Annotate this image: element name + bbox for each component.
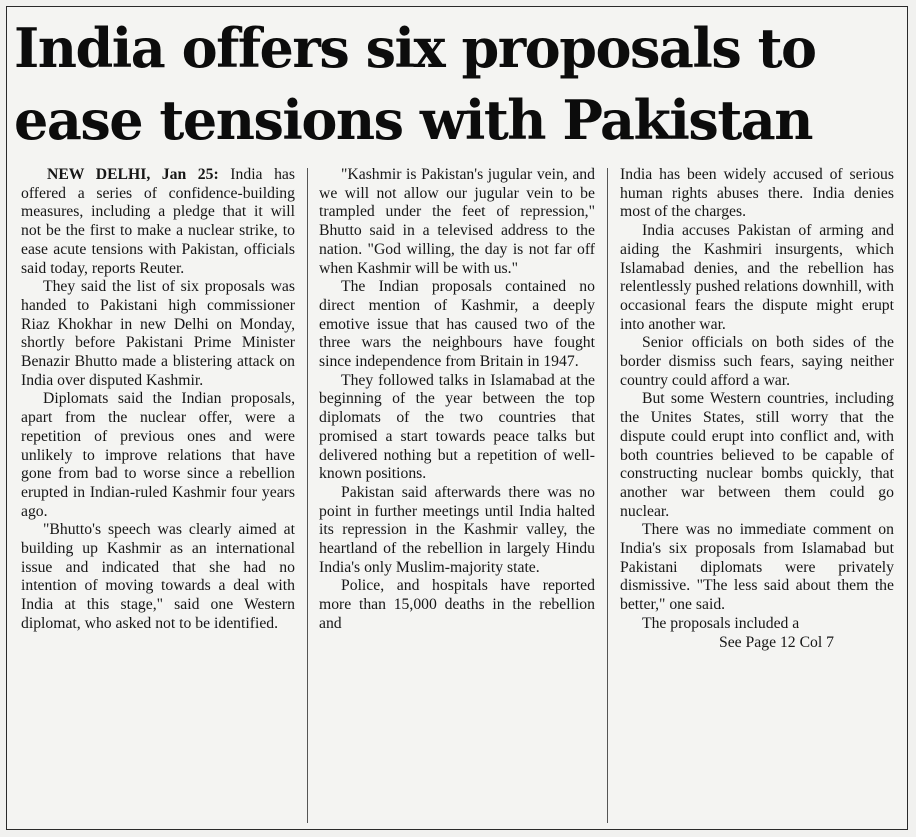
paragraph: There was no immediate comment on India's six proposals from Islamabad but Pakistani diplomats were privately dismissive. "The less said about them the better," one said. — [620, 521, 894, 614]
paragraph: NEW DELHI, Jan 25: India has offered a series of confidence-building measures, including a pledge that it will not be the first to make a nuclear strike, to ease acute tensions with Pakistan, officials said today, reports Reuter. — [21, 166, 295, 277]
article-column-3 — [620, 166, 894, 652]
headline-line-2: ease tensions with Pakistan — [14, 88, 813, 152]
paragraph: India has been widely accused of serious human rights abuses there. India denies most of the charges. — [620, 166, 894, 221]
paragraph: They followed talks in Islamabad at the beginning of the year between the top diplomats of the two countries that promised a start towards peace talks but delivered nothing but a repetition of well-known positions. — [319, 371, 595, 483]
paragraph: "Kashmir is Pakistan's jugular vein, and we will not allow our jugular vein to be trampled under the feet of repression," Bhutto said in a televised address to the nation. "God willing, the day is not far off when Kashmir will be with us." — [319, 166, 595, 277]
paragraph: India accuses Pakistan of arming and aiding the Kashmiri insurgents, which Islamabad denies, and the rebellion has relentlessly pushed relations downhill, with occasional fears the dispute might erupt into another war. — [620, 222, 894, 333]
paragraph: "Bhutto's speech was clearly aimed at building up Kashmir as an international issue and indicated that she had no intention of moving towards a deal with India at this stage," said one Western diplomat, who asked not to be identified. — [21, 521, 295, 632]
paragraph: Senior officials on both sides of the border dismiss such fears, saying neither country could afford a war. — [620, 334, 894, 389]
article-column-2 — [319, 166, 595, 634]
paragraph: Diplomats said the Indian proposals, apart from the nuclear offer, were a repetition of previous ones and were unlikely to improve relations that have gone from bad to worse since a rebellion erupted in Indian-ruled Kashmir four years ago. — [21, 390, 295, 520]
headline-line-1: India offers six proposals to — [14, 16, 816, 80]
column-rule — [307, 168, 308, 823]
paragraph: The proposals included a — [642, 614, 800, 632]
column-rule — [607, 168, 608, 823]
dateline: NEW DELHI, Jan 25: — [47, 166, 219, 183]
paragraph: But some Western countries, including the Unites States, still worry that the dispute could erupt into conflict and, with both countries believed to be capable of constructing nuclear bombs quickly, that another war between them could go nuclear. — [620, 390, 894, 520]
paragraph: The Indian proposals contained no direct mention of Kashmir, a deeply emotive issue that has caused two of the three wars the neighbours have fought since independence from Britain in 1947. — [319, 278, 595, 371]
headline — [14, 12, 904, 156]
continuation-note: See Page 12 Col 7 — [718, 633, 834, 651]
paragraph: They said the list of six proposals was handed to Pakistani high commissioner Riaz Khokhar in new Delhi on Monday, shortly before Pakistani Prime Minister Benazir Bhutto made a blistering attack on India over disputed Kashmir. — [21, 278, 295, 389]
article-column-1 — [21, 166, 295, 634]
paragraph: Pakistan said afterwards there was no point in further meetings until India halted its repression in the Kashmir valley, the heartland of the rebellion in largely Hindu India's only Muslim-majority state. — [319, 483, 595, 576]
paragraph: Police, and hospitals have reported more than 15,000 deaths in the rebellion and — [319, 577, 595, 632]
